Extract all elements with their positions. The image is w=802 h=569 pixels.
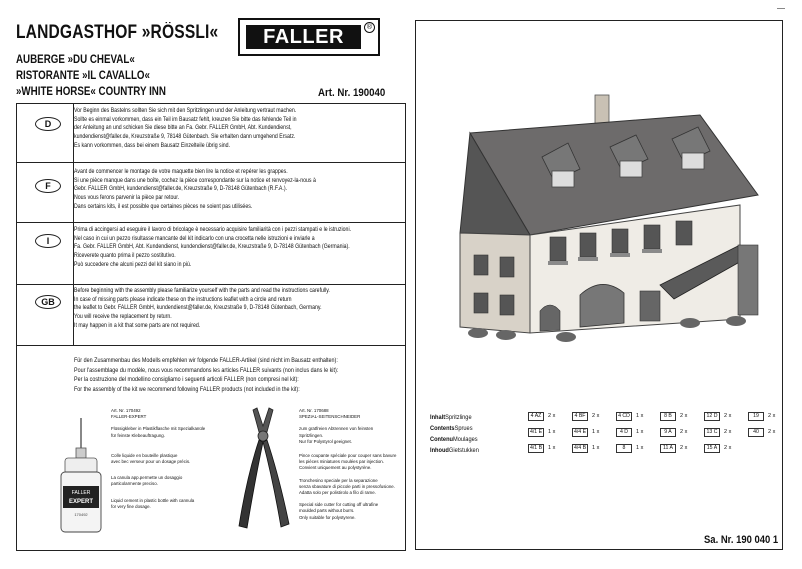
sprue-qty: 2 x: [724, 413, 732, 419]
text-line: senza sbavature di piccole parti in pressofusione.: [299, 483, 395, 489]
product-cutter-text: [299, 408, 397, 521]
faller-logo: [238, 18, 380, 56]
page-title: LANDGASTHOF »RÖSSLI«: [16, 22, 219, 43]
label-rest: Spritzlinge: [445, 414, 472, 421]
bottle-label: EXPERT: [68, 499, 94, 505]
label-rest: Sprues: [454, 425, 473, 432]
sprue-qty: 2 x: [768, 429, 776, 435]
sprue-code: 40: [748, 428, 764, 437]
text-line: Vor Beginn des Bastelns sollten Sie sich mit den Spritzlingen und der Anleitung vertraut machen.: [74, 107, 297, 114]
lang-section-gb: [17, 284, 405, 347]
text-line: avec bec verseur pour un dosage précis.: [111, 459, 191, 465]
bottle-brand: FALLER: [71, 490, 91, 496]
text-line: Colle liquide en bouteille plastique: [111, 452, 178, 458]
sprue-code: 9 A: [660, 428, 676, 437]
text-line: Per la costruzione del modellino consigliamo i seguenti articoli FALLER (non compresi nel kit):: [74, 376, 299, 383]
text-line: Avant de commencer le montage de votre maquette bien lire la notice et repérer les grappes.: [74, 168, 288, 175]
sprue-code: 13 C: [704, 428, 720, 437]
language-badge-it: I: [35, 234, 61, 248]
sprue-code: 4 BF: [572, 412, 588, 421]
sprue-qty: 1 x: [636, 445, 644, 451]
text-line: Flüssigkleber in Plastikflasche mit Spezialkanüle: [111, 426, 206, 432]
text-line: Pour l'assemblage du modèle, nous vous recommandons les articles FALLER suivants (non inclus dans le kit):: [74, 366, 339, 374]
label-bold: Inhoud: [430, 447, 449, 454]
text-line: for very fine dosage.: [111, 503, 151, 509]
sprue-qty: 1 x: [636, 429, 644, 435]
text-line: Nous vous ferons parvenir la pièce par retour.: [74, 194, 180, 202]
text-line: les pièces miniatures moulées par injection.: [299, 459, 384, 465]
sprue-code: 4 CD: [616, 412, 632, 421]
product-glue-text: [111, 408, 206, 510]
text-line: moulded parts without burrs.: [299, 508, 355, 514]
product-art-nr: Art. Nr. 170688: [299, 408, 329, 413]
label-rest: Gietstukken: [448, 447, 479, 454]
text-line: Nur für Polystyrol geeignet.: [299, 438, 352, 444]
subtitle-english: »WHITE HORSE« COUNTRY INN: [16, 86, 166, 98]
glue-bottle-illustration: [53, 416, 109, 536]
sprue-code: 4 D: [616, 428, 632, 437]
subtitle-french: AUBERGE »DU CHEVAL«: [16, 54, 135, 66]
sprue-qty: 2 x: [548, 413, 556, 419]
language-badge-de: D: [35, 117, 61, 131]
sprue-code: 4/4 B: [573, 445, 587, 451]
text-line: Convient uniquement au polystyrène.: [299, 465, 372, 471]
sprue-qty: 2 x: [680, 413, 688, 419]
text-line: Nel caso in cui un pezzo risultasse mancante del kit indicarlo con una crocetta nelle istruzioni e inviarle a: [74, 234, 315, 242]
sprue-qty: 1 x: [592, 429, 600, 435]
text-line: zum gratfreien Abtrennen von feinsten: [299, 426, 374, 432]
parts-label-fr: [430, 434, 479, 445]
sprue-code: 11 A: [660, 444, 676, 453]
sprue-code: 4/1 B: [529, 445, 543, 451]
text-line: Riceverete quanto prima il pezzo sostitutivo.: [74, 252, 176, 260]
sprue-qty: 2 x: [724, 429, 732, 435]
sprue-qty: 2 x: [724, 445, 732, 451]
lang-text-it: [74, 226, 402, 270]
sprue-code: 15 A: [704, 444, 720, 453]
sprue-qty: 2 x: [680, 445, 688, 451]
text-line: Sollte es einmal vorkommen, dass ein Teil im Bausatz fehlt, kreuzen Sie bitte das fehlende Teil in: [74, 115, 297, 123]
lang-text-de: [74, 107, 402, 151]
sprue-qty: 1 x: [636, 413, 644, 419]
text-line: Pince coupante spéciale pour couper sans bavure: [299, 453, 397, 459]
text-line: Fa. Gebr. FALLER GmbH, Abt. Kundendienst, kundendienst@faller.de, Kreuzstraße 9, D-78148 Gütenbach (Germania).: [74, 243, 350, 251]
product-name: FALLER-EXPERT: [111, 414, 147, 420]
lang-section-de: [17, 104, 405, 162]
label-rest: Moulages: [453, 436, 478, 443]
accessories-intro: [74, 356, 394, 394]
lang-section-fr: [17, 162, 405, 222]
text-line: particolarmente preciso.: [111, 481, 158, 487]
text-line: Spritzlingen.: [299, 432, 324, 438]
text-line: Può succedere che alcuni pezzi del kit siano in più.: [74, 260, 192, 268]
sprue-code: 12 D: [704, 412, 720, 421]
text-line: Special side cutter for cutting off ultrafine: [299, 502, 379, 508]
text-line: Es kann vorkommen, dass bei einem Bausatz Einzelteile übrig sind.: [74, 141, 231, 149]
logo-text: FALLER: [246, 25, 361, 49]
text-line: Dans certains kits, il est possible que certaines pièces ne soient pas utilisées.: [74, 202, 253, 210]
building-model-image: [440, 85, 770, 355]
sprue-code: 8 B: [660, 412, 676, 421]
text-line: In case of missing parts please indicate these on the instructions leaflet with a circle and return: [74, 295, 292, 303]
label-bold: Inhalt: [430, 414, 446, 421]
text-line: Si une pièce manque dans une boîte, cochez la pièce correspondante sur la notice et renvoyez-la-nous à: [74, 176, 316, 184]
text-line: For the assembly of the kit we recommend following FALLER products (not included in the kit):: [74, 385, 300, 393]
subtitle-italian: RISTORANTE »IL CAVALLO«: [16, 70, 150, 82]
sprue-code: 8: [616, 444, 632, 453]
parts-label-de: [430, 412, 479, 423]
bottle-number: 170492: [74, 512, 88, 517]
text-line: Adatta solo per polistirolo a filo di rame.: [299, 490, 376, 496]
side-cutter-illustration: [229, 406, 299, 536]
parts-label-en: [430, 423, 479, 434]
label-bold: Contents: [430, 425, 455, 432]
language-badge-gb: GB: [35, 295, 61, 309]
text-line: It may happen in a kit that some parts are not required.: [74, 321, 201, 329]
sprue-code: 4/1 E: [529, 429, 543, 435]
lang-text-fr: [74, 168, 402, 212]
text-line: Prima di accingersi ad eseguire il lavoro di bricolage è necessario acquisire familiarità con i pezzi stampati e le istruzioni.: [74, 226, 352, 233]
lang-text-gb: [74, 287, 402, 331]
recommended-accessories: [16, 346, 406, 551]
product-name: SPEZIAL-SEITENSCHNEIDER: [299, 414, 361, 420]
registered-mark: ®: [364, 22, 375, 33]
registration-mark: [777, 8, 785, 9]
sprue-qty: 2 x: [680, 429, 688, 435]
article-number: Art. Nr. 190040: [318, 87, 386, 99]
text-line: Gebr. FALLER GmbH, kundendienst@faller.de, Kreuzstraße 9, D-78148 Gütenbach (R.F.A.).: [74, 185, 287, 193]
text-line: Für den Zusammenbau des Modells empfehlen wir folgende FALLER-Artikel (sind nicht im Bausatz enthalten):: [74, 357, 338, 364]
sprue-qty: 2 x: [592, 413, 600, 419]
parts-legend-labels: [430, 412, 479, 456]
sprue-code: 19: [748, 412, 764, 421]
sprue-code: 4 AZ: [528, 412, 544, 421]
text-line: kundendienst@faller.de, Kreuzstraße 9, 78148 Gütenbach. Sie erhalten dann umgehend Ersatz.: [74, 133, 296, 141]
text-line: La canula app.permette un dosaggio: [111, 475, 183, 481]
sa-number: Sa. Nr. 190 040 1: [704, 534, 779, 546]
parts-label-nl: [430, 445, 479, 456]
language-instructions-table: [16, 103, 406, 346]
text-line: Liquid cement in plastic bottle with cannula: [111, 497, 195, 503]
text-line: Before beginning with the assembly please familiarize yourself with the parts and read the instructions carefully.: [74, 287, 330, 294]
sprue-qty: 2 x: [768, 413, 776, 419]
text-line: You will receive the replacement by return.: [74, 313, 172, 321]
text-line: the leaflet to Gebr. FALLER GmbH, kundendienst@faller.de, Kreuzstraße 9, D-78148 Gütenbach, Germany.: [74, 304, 322, 312]
label-bold: Contenu: [430, 436, 454, 443]
sprue-qty: 1 x: [592, 445, 600, 451]
text-line: für feinste Klebeauftragung.: [111, 432, 165, 438]
text-line: Only suitable for polystyrene.: [299, 514, 356, 520]
sprue-qty: 1 x: [548, 445, 556, 451]
text-line: Tronchesino speciale per la separazione: [299, 477, 378, 483]
lang-section-it: [17, 222, 405, 284]
sprue-code: 4/4 E: [573, 429, 587, 435]
text-line: der Anleitung an und schicken Sie diese bitte an Fa. Gebr. FALLER GmbH, Abt. Kundendienst,: [74, 124, 292, 132]
product-art-nr: Art. Nr. 170492: [111, 408, 141, 413]
sprue-qty: 1 x: [548, 429, 556, 435]
language-badge-fr: F: [35, 179, 61, 193]
